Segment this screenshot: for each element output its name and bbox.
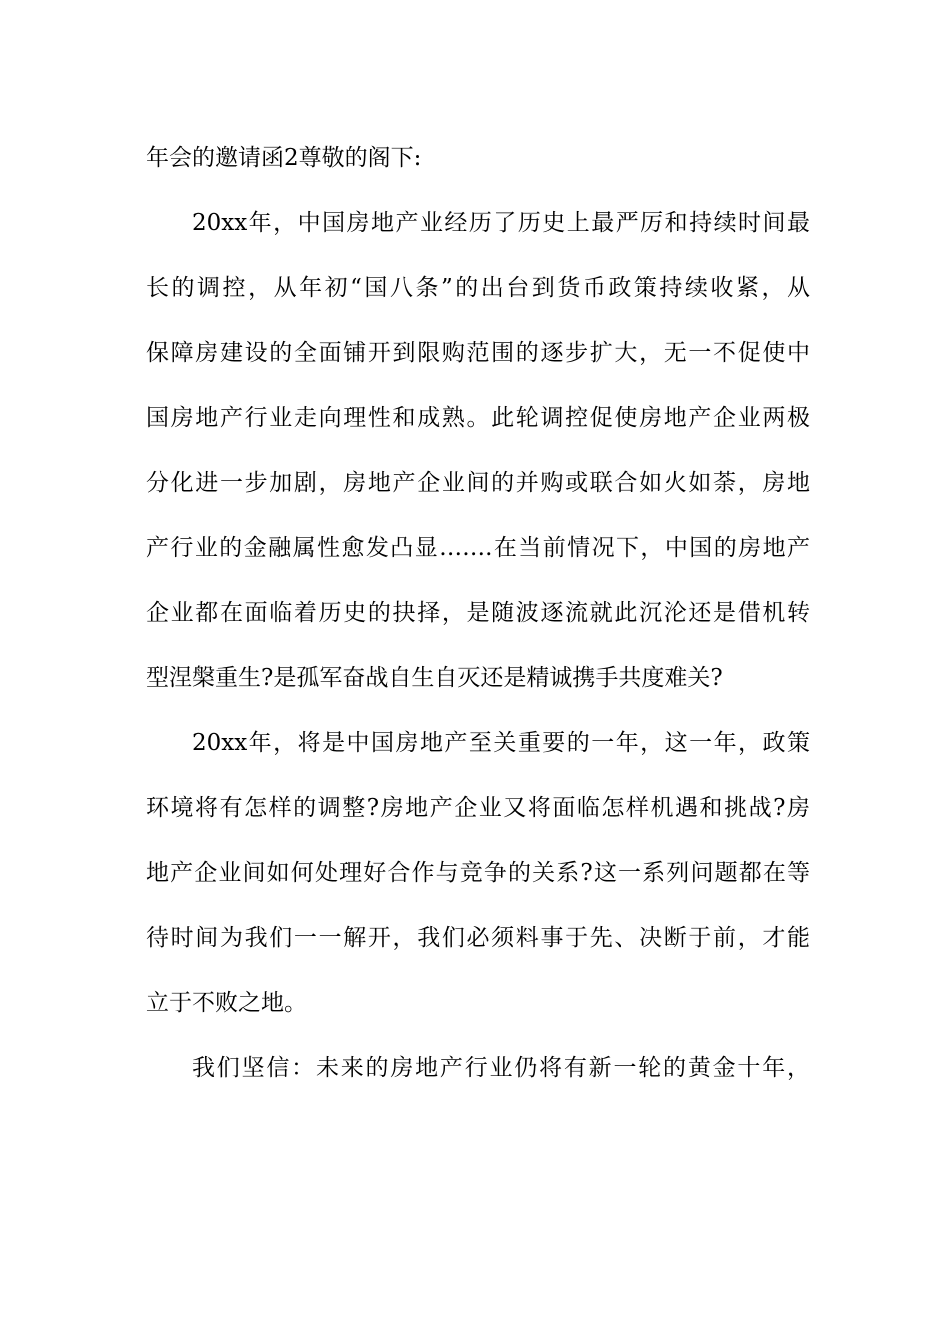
paragraph-1-line-8: 型涅槃重生?是孤军奋战自生自灭还是精诚携手共度难关? bbox=[146, 665, 723, 691]
paragraph-1-line-3: 保障房建设的全面铺开到限购范围的逐步扩大，无一不促使中 bbox=[146, 340, 810, 366]
paragraph-2-line-5: 立于不败之地。 bbox=[146, 990, 307, 1016]
paragraph-1-line-4: 国房地产行业走向理性和成熟。此轮调控促使房地产企业两极 bbox=[146, 405, 810, 431]
paragraph-1-line-7: 企业都在面临着历史的抉择，是随波逐流就此沉沦还是借机转 bbox=[146, 600, 810, 626]
paragraph-2-line-4: 待时间为我们一一解开，我们必须料事于先、决断于前，才能 bbox=[146, 925, 810, 951]
paragraph-1-line-2: 长的调控，从年初“国八条”的出台到货币政策持续收紧，从 bbox=[146, 275, 810, 301]
paragraph-3-line-1: 我们坚信：未来的房地产行业仍将有新一轮的黄金十年， bbox=[192, 1055, 810, 1081]
salutation-line: 年会的邀请函2尊敬的阁下: bbox=[146, 145, 422, 171]
paragraph-1-line-5: 分化进一步加剧，房地产企业间的并购或联合如火如荼，房地 bbox=[146, 470, 810, 496]
paragraph-1-line-6: 产行业的金融属性愈发凸显…….在当前情况下，中国的房地产 bbox=[146, 535, 810, 561]
paragraph-2-line-2: 环境将有怎样的调整?房地产企业又将面临怎样机遇和挑战?房 bbox=[146, 795, 810, 821]
paragraph-2-line-1: 20xx年，将是中国房地产至关重要的一年，这一年，政策 bbox=[192, 730, 810, 756]
paragraph-2-line-3: 地产企业间如何处理好合作与竞争的关系?这一系列问题都在等 bbox=[146, 860, 810, 886]
paragraph-1-line-1: 20xx年，中国房地产业经历了历史上最严厉和持续时间最 bbox=[192, 210, 810, 236]
letter-body bbox=[146, 126, 810, 1101]
